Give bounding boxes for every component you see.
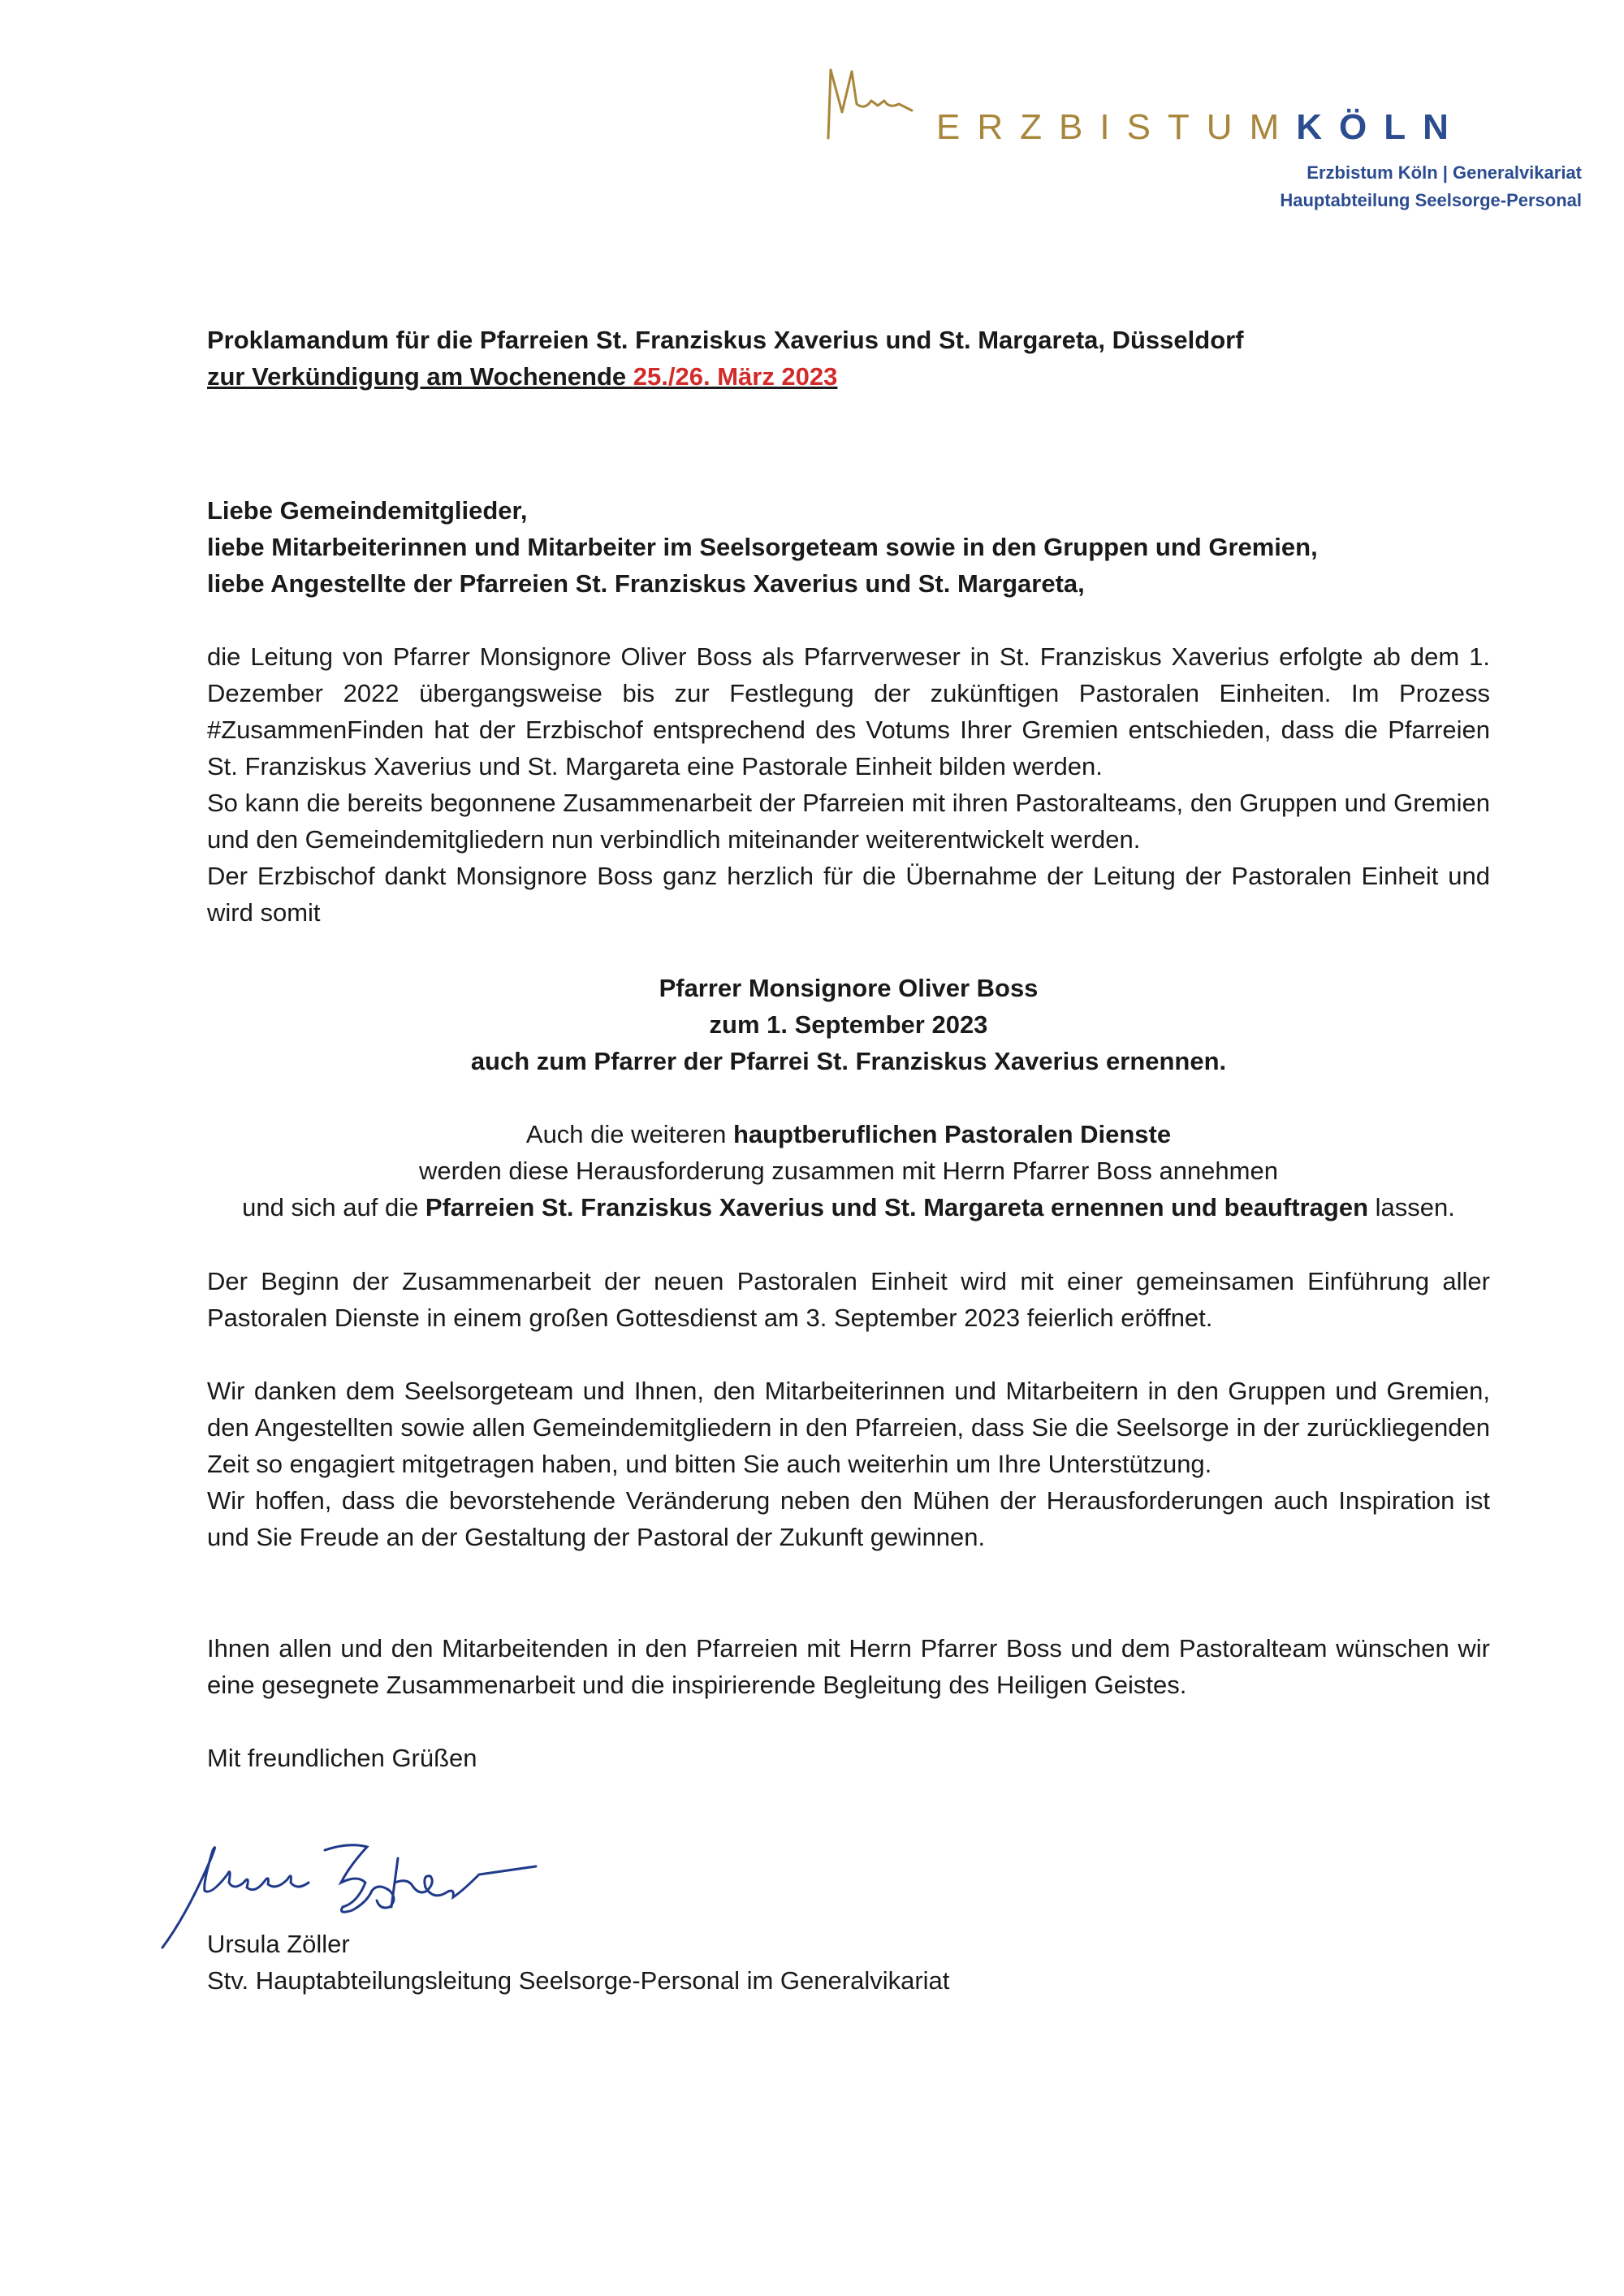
paragraph-4: Ihnen allen und den Mitarbeitenden in den Pfarreien mit Herrn Pfarrer Boss und dem Pastoralteam wünschen wir eine gesegnete Zusammenarbeit und die inspirierende Begleitung des Heiligen Geistes. xyxy=(207,1634,1490,1699)
paragraph-1-b: So kann die bereits begonnene Zusammenarbeit der Pfarreien mit ihren Pastoralteams, den Gruppen und Gremien und den Gemeindemitgliedern nun verbindlich miteinander weiterentwickelt werden. xyxy=(207,789,1490,854)
heading-line-2-prefix: zur Verkündigung am Wochenende xyxy=(207,362,633,391)
logo-wordmark xyxy=(936,107,1466,148)
signer-name: Ursula Zöller xyxy=(207,1930,350,1958)
services-line-1-bold: hauptberuflichen Pastoralen Dienste xyxy=(732,1120,1172,1148)
sender-line-1: Erzbistum Köln | Generalvikariat xyxy=(1307,162,1582,183)
services-line-3-suffix: lassen. xyxy=(1368,1193,1455,1222)
paragraph-1 xyxy=(207,638,1490,931)
services-line-2: werden diese Herausforderung zusammen mit Herrn Pfarrer Boss annehmen xyxy=(419,1157,1278,1185)
closing: Mit freundlichen Grüßen xyxy=(207,1744,477,1772)
appointment-line-1: Pfarrer Monsignore Oliver Boss xyxy=(659,974,1039,1002)
services-line-3 xyxy=(207,1189,1490,1226)
salutation xyxy=(207,492,1490,602)
salutation-line-2: liebe Mitarbeiterinnen und Mitarbeiter im Seelsorgeteam sowie in den Gruppen und Gremien, xyxy=(207,533,1318,561)
paragraph-3-a: Wir danken dem Seelsorgeteam und Ihnen, den Mitarbeiterinnen und Mitarbeitern in den Gruppen und Gremien, den Angestellten sowie allen Gemeindemitgliedern in den Pfarreien, dass Sie die Seelsorge in der zurückliegenden Zeit so engagiert mitgetragen haben, und bitten Sie auch weiterhin um Ihre Unterstützung. xyxy=(207,1377,1490,1478)
sender-block xyxy=(1280,159,1582,214)
appointment-line-3: auch zum Pfarrer der Pfarrei St. Franziskus Xaverius ernennen. xyxy=(470,1047,1227,1075)
cathedral-mark-icon xyxy=(824,63,922,145)
services-line-3-bold: Pfarreien St. Franziskus Xaverius und St. Margareta ernennen und beauftragen xyxy=(425,1193,1368,1222)
services-line-3-prefix: und sich auf die xyxy=(242,1193,425,1222)
signer-block xyxy=(207,1926,1490,1999)
heading-date: 25./26. März 2023 xyxy=(633,362,838,391)
heading-line-2 xyxy=(207,358,1490,395)
paragraph-3 xyxy=(207,1373,1490,1555)
paragraph-2: Der Beginn der Zusammenarbeit der neuen Pastoralen Einheit wird mit einer gemeinsamen Einführung aller Pastoralen Dienste in einem großen Gottesdienst am 3. September 2023 feierlich eröffnet. xyxy=(207,1267,1490,1332)
services-block xyxy=(207,1116,1490,1226)
paragraph-3-b: Wir hoffen, dass die bevorstehende Veränderung neben den Mühen der Herausforderungen auch Inspiration ist und Sie Freude an der Gestaltung der Pastoral der Zukunft gewinnen. xyxy=(207,1486,1490,1551)
appointment-block xyxy=(207,970,1490,1079)
heading-line-1: Proklamandum für die Pfarreien St. Franziskus Xaverius und St. Margareta, Düsseldorf xyxy=(207,326,1244,354)
services-line-1 xyxy=(207,1116,1490,1152)
erzbistum-logo xyxy=(824,63,1555,153)
salutation-line-1: Liebe Gemeindemitglieder, xyxy=(207,496,528,525)
sender-line-2: Hauptabteilung Seelsorge-Personal xyxy=(1280,190,1582,210)
salutation-line-3: liebe Angestellte der Pfarreien St. Franziskus Xaverius und St. Margareta, xyxy=(207,569,1085,598)
letter-heading xyxy=(207,322,1490,395)
paragraph-1-c: Der Erzbischof dankt Monsignore Boss ganz herzlich für die Übernahme der Leitung der Pastoralen Einheit und wird somit xyxy=(207,862,1490,927)
signer-title: Stv. Hauptabteilungsleitung Seelsorge-Personal im Generalvikariat xyxy=(207,1966,950,1995)
appointment-line-2: zum 1. September 2023 xyxy=(709,1010,988,1039)
logo-wordmark-erzbistum: ERZBISTUM xyxy=(936,107,1297,147)
services-line-1-prefix: Auch die weiteren xyxy=(525,1120,733,1148)
paragraph-1-a: die Leitung von Pfarrer Monsignore Oliver Boss als Pfarrverweser in St. Franziskus Xaverius erfolgte ab dem 1. Dezember 2022 übergangsweise bis zur Festlegung der zukünftigen Pastoralen Einheiten. Im Prozess #ZusammenFinden hat der Erzbischof entsprechend des Votums Ihrer Gremien entschieden, dass die Pfarreien St. Franziskus Xaverius und St. Margareta eine Pastorale Einheit bilden werden. xyxy=(207,642,1490,780)
logo-wordmark-koeln: KÖLN xyxy=(1296,107,1466,147)
